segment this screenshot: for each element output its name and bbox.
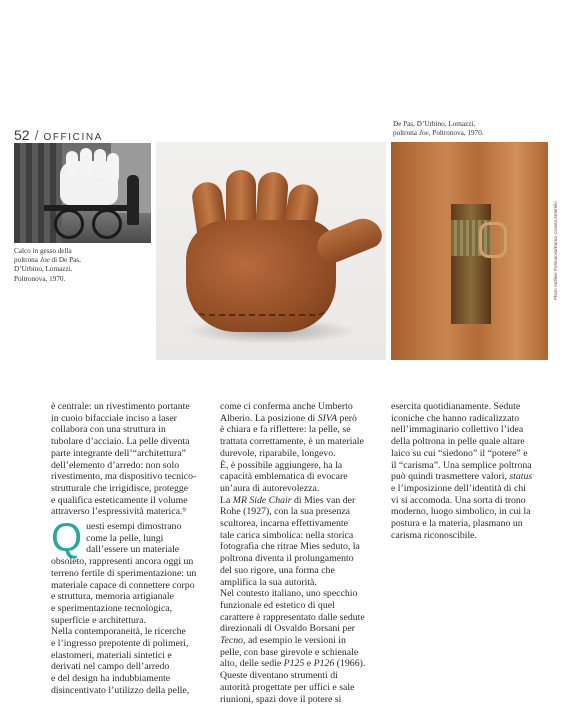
text-line: e l’ingresso prepotente di polimeri, xyxy=(51,638,189,650)
text-line: durevole, riparabile, longevo. xyxy=(220,447,336,459)
text-line: e qualifica esteticamente il volume xyxy=(51,494,188,506)
caption-left xyxy=(14,247,124,284)
caption-left-line: Calco in gesso della xyxy=(14,247,72,255)
text-line: scultorea, incarna effettivamente xyxy=(220,518,348,530)
text-line: dell’elemento d’arredo: non solo xyxy=(51,459,180,471)
text-line: carisma riconoscibile. xyxy=(391,529,477,541)
text-line: un’aura di autorevolezza. xyxy=(220,482,320,494)
joe-chair-photo xyxy=(156,142,386,360)
text-line: è chiara e fa riflettere: la pelle, se xyxy=(220,424,351,436)
text-line: autorità progettate per uffici e sale xyxy=(220,681,355,693)
text-line: attraverso l’espressività materica.⁹ xyxy=(51,506,186,518)
photo-credit: Photo Archive Poltronova/Enrico Consta Amerello xyxy=(553,201,558,300)
caption-right-line: poltrona Joe, Poltronova, 1970. xyxy=(393,129,484,138)
text-line: rivestimento, ma dispositivo tecnico- xyxy=(51,471,197,483)
text-line: è centrale: un rivestimento portante xyxy=(51,401,190,412)
text-line: in cuoio bifacciale inciso a laser xyxy=(51,412,177,424)
body-column-1 xyxy=(51,401,211,697)
text-line: iconiche che hanno radicalizzato xyxy=(391,412,520,424)
text-line: il “carisma”. Una semplice poltrona xyxy=(391,459,532,471)
text-line: come ci conferma anche Umberto xyxy=(220,401,353,412)
text-line: È, è possibile aggiungere, ha la xyxy=(220,459,343,471)
caption-left-line: Poltronova, 1970. xyxy=(14,274,66,283)
page-number: 52 xyxy=(14,127,30,143)
text-line: postura e la materia, plasmano un xyxy=(391,518,523,530)
text-line: Nella contemporaneità, le ricerche xyxy=(51,626,186,638)
drop-cap: Q xyxy=(51,516,83,561)
text-line: e l’imposizione dell’identità di chi xyxy=(391,482,526,494)
text-line: laico su cui “siedono” il “potere” e xyxy=(391,447,528,459)
text-line: funzionale ed estetico di quel xyxy=(220,599,335,611)
text-line: La MR Side Chair di Mies van der xyxy=(220,494,356,506)
text-line: tubolare d’acciaio. La pelle diventa xyxy=(51,436,190,448)
text-line: Rohe (1927), con la sua presenza xyxy=(220,506,351,518)
text-line: superficie e architettura. xyxy=(51,614,146,626)
caption-right-line: De Pas, D’Urbino, Lomazzi, xyxy=(393,120,476,128)
text-line: Nel contesto italiano, uno specchio xyxy=(220,588,358,600)
text-line: direzionali di Osvaldo Borsani per xyxy=(220,623,355,635)
text-line: nell’immaginario collettivo l’idea xyxy=(391,424,524,436)
text-line: pelle, con base girevole e schienale xyxy=(220,646,359,658)
text-line: disincentivato l’utilizzo della pelle, xyxy=(51,684,190,696)
text-line: e sperimentazione tecnologica, xyxy=(51,602,173,614)
text-line: collabora con una struttura in xyxy=(51,424,166,436)
text-line: Tecno, ad esempio le versioni in xyxy=(220,635,346,647)
text-line: moderno, luogo simbolico, in cui la xyxy=(391,506,531,518)
plaster-cast-archive-photo xyxy=(14,143,151,243)
text-line: alto, delle sedie P125 e P126 (1966). xyxy=(220,658,366,670)
text-line: del suo rigore, una forma che xyxy=(220,564,335,576)
text-line: come la pelle, lungi xyxy=(86,532,164,544)
text-line: della poltrona in pelle quale altare xyxy=(391,436,525,448)
section-title: OFFICINA xyxy=(43,132,103,143)
header-slash: / xyxy=(34,127,39,143)
body-column-2 xyxy=(220,401,380,705)
text-line: trattata correttamente, è un materiale xyxy=(220,436,364,448)
text-line: capacità emblematica di evocare xyxy=(220,471,348,483)
paragraph-with-dropcap xyxy=(51,516,211,697)
text-line: tale carica simbolica: nella storica xyxy=(220,529,354,541)
text-line: carattere è rappresentato dalle sedute xyxy=(220,611,365,623)
text-line: vi si accomoda. Una sorta di trono xyxy=(391,494,526,506)
body-column-3 xyxy=(391,401,551,541)
text-line: Queste diventano strumenti di xyxy=(220,670,338,682)
text-line: uesti esempi dimostrano xyxy=(86,521,182,533)
caption-right xyxy=(393,120,533,138)
text-line: Alberio. La posizione di SIVA però xyxy=(220,412,357,424)
text-line: materiale capace di connettere corpo xyxy=(51,579,195,591)
text-line: esercita quotidianamente. Sedute xyxy=(391,401,521,412)
text-line: amplifica la sua autorità. xyxy=(220,576,317,588)
text-line: parte integrante dell’“architettura” xyxy=(51,447,186,459)
leather-detail-photo xyxy=(391,142,548,360)
text-line: poltrona diventa il prolungamento xyxy=(220,553,354,565)
text-line: derivati nel campo dell’arredo xyxy=(51,661,170,673)
text-line: obsoleto, rappresenti ancora oggi un xyxy=(51,556,194,568)
text-line: e del design ha indubbiamente xyxy=(51,673,171,685)
text-line: riunioni, spazi dove il potere si xyxy=(220,693,342,705)
text-line: può quindi trasmettere valori, status xyxy=(391,471,533,483)
text-line: strutturale che irrigidisce, protegge xyxy=(51,482,189,494)
text-line: fotografia che ritrae Mies seduto, la xyxy=(220,541,360,553)
text-line: terreno fertile di sperimentazione: un xyxy=(51,567,197,579)
text-line: e struttura, memoria artigianale xyxy=(51,591,174,603)
caption-left-line: poltrona Joe di De Pas, xyxy=(14,256,81,265)
caption-left-line: D’Urbino, Lomazzi. xyxy=(14,265,73,274)
text-line: dall’essere un materiale xyxy=(86,544,180,556)
text-line: elastomeri, materiali sintetici e xyxy=(51,649,172,661)
